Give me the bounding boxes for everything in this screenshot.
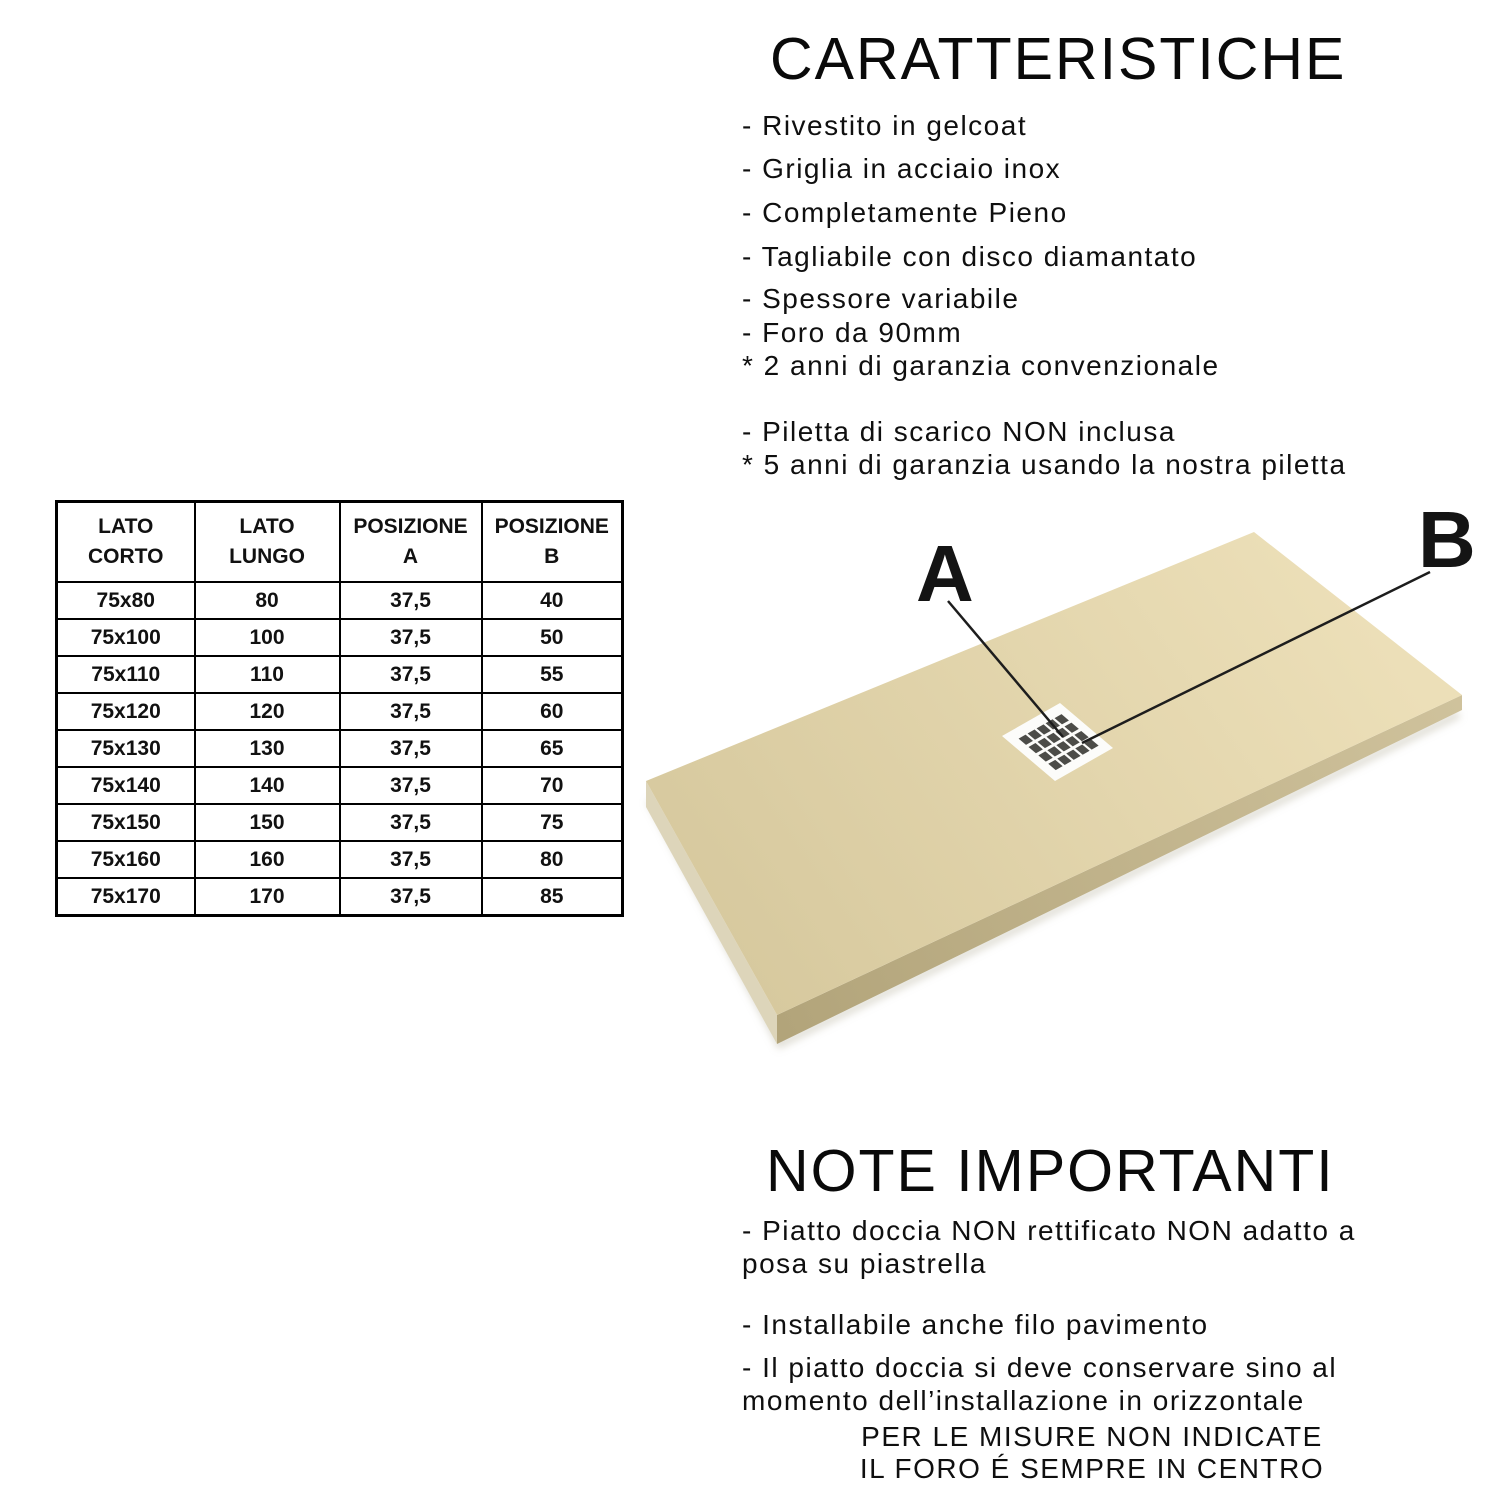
table-cell: 150 xyxy=(195,804,340,841)
note-line: - Installabile anche filo pavimento xyxy=(742,1309,1209,1340)
table-row xyxy=(57,656,623,693)
table-cell: 80 xyxy=(195,582,340,619)
note-paragraph xyxy=(742,1308,1500,1341)
table-cell: 75x160 xyxy=(57,841,195,878)
note-paragraph xyxy=(742,1214,1500,1280)
characteristics-section xyxy=(742,0,1500,481)
table-cell: 100 xyxy=(195,619,340,656)
feature-item: * 5 anni di garanzia usando la nostra piletta xyxy=(742,449,1347,480)
note-paragraph xyxy=(742,1351,1500,1417)
table-cell: 75x130 xyxy=(57,730,195,767)
table-cell: 75x170 xyxy=(57,878,195,916)
table-cell: 75 xyxy=(482,804,623,841)
table-row xyxy=(57,730,623,767)
table-cell: 85 xyxy=(482,878,623,916)
table-row xyxy=(57,619,623,656)
table-cell: 37,5 xyxy=(340,730,482,767)
table-cell: 75x140 xyxy=(57,767,195,804)
table-cell: 55 xyxy=(482,656,623,693)
feature-item: - Tagliabile con disco diamantato xyxy=(742,241,1198,272)
feature-item: - Rivestito in gelcoat xyxy=(742,110,1028,141)
table-cell: 130 xyxy=(195,730,340,767)
notes-section xyxy=(742,1110,1500,1485)
table-cell: 37,5 xyxy=(340,582,482,619)
table-cell: 37,5 xyxy=(340,878,482,916)
table-header-row xyxy=(57,502,623,583)
note-line: - Piatto doccia NON rettificato NON adatto a xyxy=(742,1215,1356,1246)
table-row xyxy=(57,693,623,730)
table-row xyxy=(57,804,623,841)
table-cell: 110 xyxy=(195,656,340,693)
table-cell: 37,5 xyxy=(340,804,482,841)
column-header-lato-corto: LATO CORTO xyxy=(57,502,195,583)
table-cell: 170 xyxy=(195,878,340,916)
table-cell: 75x110 xyxy=(57,656,195,693)
feature-item: - Spessore variabile xyxy=(742,283,1020,314)
table-cell: 37,5 xyxy=(340,767,482,804)
table-row xyxy=(57,878,623,916)
table-cell: 50 xyxy=(482,619,623,656)
table-cell: 37,5 xyxy=(340,619,482,656)
feature-item: - Piletta di scarico NON inclusa xyxy=(742,416,1176,447)
feature-item: - Completamente Pieno xyxy=(742,197,1068,228)
table-row xyxy=(57,767,623,804)
note-footer-line: IL FORO É SEMPRE IN CENTRO xyxy=(859,1453,1325,1484)
table-cell: 80 xyxy=(482,841,623,878)
table-cell: 37,5 xyxy=(340,656,482,693)
table-row xyxy=(57,841,623,878)
label-b: B xyxy=(1418,495,1476,584)
table-cell: 75x120 xyxy=(57,693,195,730)
feature-item: - Griglia in acciaio inox xyxy=(742,153,1062,184)
table-cell: 60 xyxy=(482,693,623,730)
column-header-posizione-b: POSIZIONE B xyxy=(482,502,623,583)
note-footer-line: PER LE MISURE NON INDICATE xyxy=(861,1421,1323,1452)
column-header-lato-lungo: LATO LUNGO xyxy=(195,502,340,583)
note-line: posa su piastrella xyxy=(742,1248,987,1279)
feature-item: * 2 anni di garanzia convenzionale xyxy=(742,350,1220,381)
shower-tray-illustration xyxy=(600,480,1500,1120)
table-cell: 37,5 xyxy=(340,841,482,878)
table-cell: 160 xyxy=(195,841,340,878)
table-cell: 120 xyxy=(195,693,340,730)
table-cell: 65 xyxy=(482,730,623,767)
column-header-posizione-a: POSIZIONE A xyxy=(340,502,482,583)
table-cell: 140 xyxy=(195,767,340,804)
note-line: momento dell’installazione in orizzontale xyxy=(742,1385,1305,1416)
note-line: - Il piatto doccia si deve conservare sino al xyxy=(742,1352,1338,1383)
label-a: A xyxy=(916,529,974,618)
characteristics-title: CARATTERISTICHE xyxy=(770,26,1347,92)
feature-item: - Foro da 90mm xyxy=(742,317,963,348)
table-cell: 37,5 xyxy=(340,693,482,730)
note-footer xyxy=(742,1421,1442,1485)
table-row xyxy=(57,582,623,619)
table-cell: 75x80 xyxy=(57,582,195,619)
table-cell: 75x100 xyxy=(57,619,195,656)
table-cell: 70 xyxy=(482,767,623,804)
size-table xyxy=(55,500,624,917)
table-cell: 75x150 xyxy=(57,804,195,841)
notes-title: NOTE IMPORTANTI xyxy=(766,1138,1335,1204)
table-cell: 40 xyxy=(482,582,623,619)
